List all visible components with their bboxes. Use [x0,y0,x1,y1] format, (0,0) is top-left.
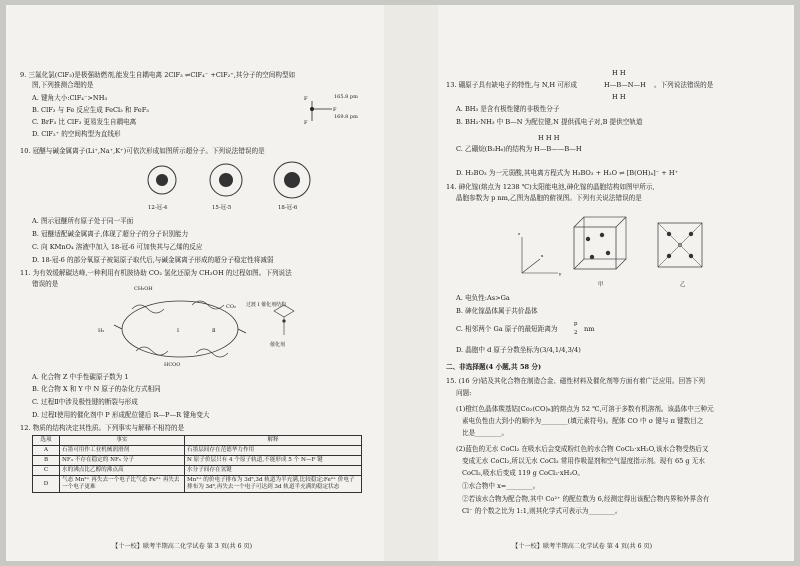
q13-stem-end: 。下列说法错误的是 [654,81,714,89]
q10-option-b: B. 冠醚适配碱金属离子,体现了超分子的分子识别能力 [32,230,189,238]
q13-struct-bot: H H [612,93,626,101]
cell-fact: NF₃ 不存在稳定的 NF₅ 分子 [60,456,185,466]
q9-bond-length-1: 165.8 pm [334,94,358,100]
q13-option-c: C. 乙硼烷(B₂H₆)的结构为 [456,145,533,153]
col-option: 选项 [33,436,60,446]
q12-table [32,435,362,493]
cycle-label-ch3oh: CH₃OH [134,286,153,292]
q14-stem-1: 14. 砷化镓(熔点为 1238 ℃)太阳能电池,砷化镓的晶胞结构如图甲所示, [446,183,655,191]
cycle-label-h2: H₂ [98,328,105,334]
q15-line-3: (1)橙红色晶体羰基钴[Co₂(CO)₈]的熔点为 52 ℃,可溶于多数有机溶剂。该晶体中三种元 [456,405,714,413]
q13-option-d: D. H₃BO₃ 为一元弱酸,其电离方程式为 H₃BO₃ + H₂O ⇌ [B(OH)₄]⁻ + H⁺ [456,169,679,177]
q11-stem-2: 错误的是 [32,280,59,288]
q11-option-c: C. 过程Ⅱ中涉及极性键的断裂与形成 [32,398,138,406]
q13-stem: 13. 硼原子具有缺电子的特性,与 N,H 可形成 [446,81,577,89]
col-reason: 解释 [185,436,362,446]
q15-line-8: CoCl₂,吸水后变成 119 g CoCl₂·xH₂O。 [462,469,584,477]
svg-text:Ⅱ: Ⅱ [212,328,216,334]
table-row [33,456,362,466]
cell-opt: D [33,476,60,493]
q15-line-10: ②若该水合物为配合物,其中 Co²⁺ 的配位数为 6,经测定得出该配合物内界和外界含有 [462,495,710,503]
q13-struct-top: H H [612,69,626,77]
cell-reason: 石墨层间存在范德华力作用 [185,446,362,456]
co2-reduction-cycle-diagram [92,291,322,369]
q11-option-d: D. 过程Ⅰ使用的催化剂中 P 形成配位键后 R—P—R 键角变大 [32,411,210,419]
cell-fact: 气态 Mn²⁺ 再失去一个电子比气态 Fe²⁺ 再失去一个电子更难 [60,476,185,493]
page-3-footer: 【十一校】联考半期高二化学试卷 第 3 页(共 6 页) [112,543,253,550]
svg-text:Ⅰ: Ⅰ [177,328,179,334]
svg-text:x: x [541,253,544,258]
q10-option-c: C. 向 KMnO₄ 溶液中加入 18-冠-6 可加快其与乙烯的反应 [32,243,203,251]
page-4-footer: 【十一校】联考半期高二化学试卷 第 4 页(共 6 页) [512,543,653,550]
q9-option-d: D. ClF₂⁺ 的空间构型为直线形 [32,130,121,138]
col-fact: 事实 [60,436,185,446]
q15-line-7: 变成无水 CoCl₂,所以无水 CoCl₂ 常用作吸湿剂和空气湿度指示剂。现有 65 g 无水 [462,457,705,465]
cycle-label-co2: CO₂ [226,304,236,310]
table-row [33,476,362,493]
q13-struct-mid: H—B—N—H [604,81,646,89]
q9-option-c: C. BrF₃ 比 ClF₃ 更易发生自耦电离 [32,118,137,126]
svg-text:F: F [333,107,337,113]
q10-stem: 10. 冠醚与碱金属离子(Li⁺,Na⁺,K⁺)可依次形成如图所示超分子。下列说法错误的是 [20,147,265,155]
crown-caption-1: 12-冠-4 [148,205,168,211]
q9-stem-1: 9. 三氟化氯(ClF₃)是极强助燃剂,能发生自耦电离 2ClF₃ ⇌ClF₄⁻ +ClF₂⁺,其分子的空间构型如 [20,71,296,79]
q13-c-struct-1: H H H [538,134,560,142]
crown-caption-3: 18-冠-6 [278,205,298,211]
q13-option-b: B. BH₃·NH₃ 中 B—N 为配位键,N 提供孤电子对,B 提供空轨道 [456,118,643,126]
q13-option-a: A. BH₃ 是含有极性键的非极性分子 [456,105,560,113]
cell-reason: N 原子价层只有 4 个原子轨道,不能形成 5 个 N—F 键 [185,456,362,466]
q11-option-a: A. 化合物 Z 中手性碳原子数为 1 [32,373,129,381]
table-row [33,446,362,456]
q14-option-d: D. 晶胞中 d 原子分数坐标为(3/4,1/4,3/4) [456,346,581,354]
q15-line-9: ①水合物中 x=________。 [462,482,540,490]
q15-line-2: 问题: [456,389,472,397]
cell-opt: C [33,466,60,476]
svg-text:z: z [518,231,521,236]
q9-option-b: B. ClF₃ 与 Fe 反应生成 FeCl₃ 和 FeF₃ [32,106,149,114]
svg-text:F: F [304,120,308,126]
q9-stem-2: 图,下列推测合理的是 [32,81,94,89]
crown-ether-diagram [142,163,312,203]
q9-option-a: A. 键角大小:ClF₄⁻>NH₃ [32,94,108,102]
page-3 [12,5,380,561]
cycle-label-hcoo: HCOO [164,362,181,368]
q10-option-a: A. 图示冠醚所有原子处于同一平面 [32,217,134,225]
q12-stem: 12. 物质的结构决定其性质。下列事实与解释不相符的是 [20,424,185,432]
cell-fact: 石墨可用作工业机械润滑剂 [60,446,185,456]
q14-option-b: B. 砷化镓晶体属于共价晶体 [456,307,538,315]
table-row [33,466,362,476]
section-2-heading: 二、非选择题(4 小题,共 58 分) [446,363,542,371]
table-header-row [33,436,362,446]
crown-caption-2: 15-冠-5 [212,205,232,211]
q9-bond-length-2: 169.8 pm [334,114,358,120]
q13-c-struct-2: H—B——B—H [534,145,582,153]
svg-text:y: y [559,271,562,276]
catalyst-note: 过渡 Ⅰ 催化剂结构 [246,302,287,308]
page-fold [384,5,438,561]
q15-line-6: (2)蓝色的无水 CoCl₂ 在吸水后会变成粉红色的水合物 CoCl₂·xH₂O,该水合物受热后又 [456,445,709,453]
figure-caption-b: 乙 [680,282,686,288]
q14-stem-2: 晶胞参数为 p nm,乙图为晶胞的俯视图。下列有关说法错误的是 [456,194,642,202]
q15-line-4: 素电负性由大到小的顺序为________(填元素符号)。配体 CO 中 σ 键与 π 键数目之 [462,417,704,425]
q11-option-b: B. 化合物 X 和 Y 中 N 原子的杂化方式相同 [32,385,161,393]
cell-opt: B [33,456,60,466]
c-unit: nm [584,325,595,333]
gaas-unit-cell-diagram [518,213,708,279]
q15-line-11: Cl⁻ 的个数之比为 1:1,则其化学式可表示为________。 [462,507,622,515]
cell-fact: 水的沸点比乙醇的沸点高 [60,466,185,476]
q15-line-5: 比是________。 [462,429,509,437]
cell-reason: 水分子间存在氢键 [185,466,362,476]
q11-stem-1: 11. 为有效缓解碳达峰,一种利用有机胺协助 CO₂ 氢化还原为 CH₃OH 的过程如图。下列说法 [20,269,292,277]
exam-sheet [6,5,794,561]
q14-option-c: C. 相邻两个 Ga 原子的最短距离为 [456,325,558,333]
c-frac-den: 2 [574,330,578,336]
cell-reason: Mn²⁺ 的价电子排布为 3d⁵,3d 轨道为半充满,比较稳定;Fe²⁺ 价电子排布为 3d⁶,再失去一个电子可达到 3d 轨道半充满的稳定状态 [185,476,362,493]
catalyst-label: 催化剂 [270,342,286,348]
c-frac-num: p [574,321,578,327]
q15-line-1: 15. (16 分)钴及其化合物在制造合金、磁性材料及催化剂等方面有着广泛应用。回答下列 [446,377,705,385]
page-4 [442,5,792,561]
cell-opt: A [33,446,60,456]
q14-option-a: A. 电负性:As>Ga [456,294,510,302]
svg-text:F: F [304,96,308,102]
figure-caption-a: 甲 [598,282,604,288]
q10-option-d: D. 18-冠-6 的部分氧原子被氮原子取代后,与碱金属离子形成的超分子稳定性将减弱 [32,256,274,264]
